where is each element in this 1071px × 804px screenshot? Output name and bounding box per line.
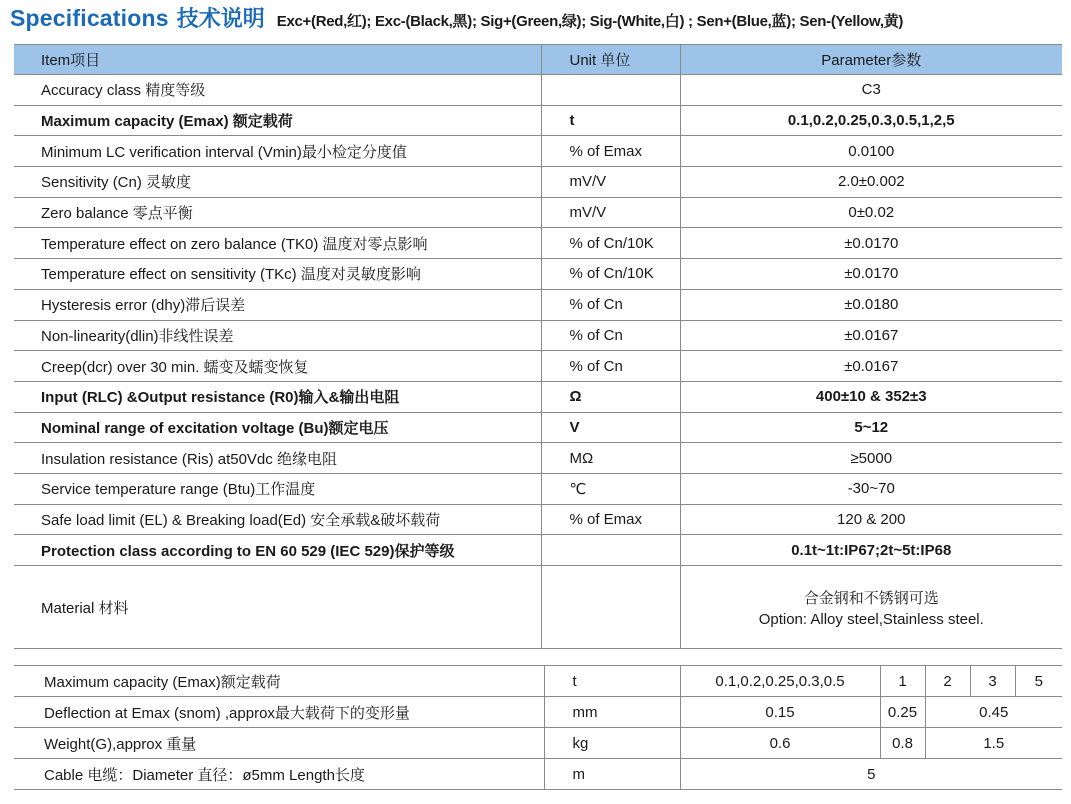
material-options	[680, 566, 1062, 649]
table-row	[14, 728, 1062, 759]
capacity-value: 2	[925, 666, 970, 697]
capacity-value: 3	[970, 666, 1015, 697]
spec-item-label: Input (RLC) &Output resistance (R0)输入&输出电阻	[14, 381, 541, 412]
spec-item-label: Minimum LC verification interval (Vmin)最小检定分度值	[14, 136, 541, 167]
table-row	[14, 381, 1062, 412]
weight-value: 0.6	[680, 728, 880, 759]
page-header	[10, 2, 1065, 38]
spec-parameter-value: 120 & 200	[680, 504, 1062, 535]
table-row	[14, 351, 1062, 382]
spec-item-label: Zero balance 零点平衡	[14, 197, 541, 228]
spec-parameter-value: 0.1,0.2,0.25,0.3,0.5,1,2,5	[680, 105, 1062, 136]
table-header-row	[14, 45, 1062, 75]
table-row	[14, 443, 1062, 474]
table-row	[14, 197, 1062, 228]
column-header-parameter: Parameter参数	[680, 45, 1062, 75]
table-row-material	[14, 566, 1062, 649]
spec-item-label: Insulation resistance (Ris) at50Vdc 绝缘电阻	[14, 443, 541, 474]
spec-unit: Ω	[541, 381, 680, 412]
spec-parameter-value: ±0.0180	[680, 289, 1062, 320]
spec-item-label: Nominal range of excitation voltage (Bu)额定电压	[14, 412, 541, 443]
table-row	[14, 75, 1062, 106]
spec-item-label: Accuracy class 精度等级	[14, 75, 541, 106]
row-label: Deflection at Emax (snom) ,approx最大载荷下的变形量	[14, 697, 544, 728]
table-row	[14, 105, 1062, 136]
spec-unit: MΩ	[541, 443, 680, 474]
table-row	[14, 473, 1062, 504]
table-row	[14, 289, 1062, 320]
spec-item-label: Temperature effect on sensitivity (TKc) 温度对灵敏度影响	[14, 259, 541, 290]
spec-unit: ℃	[541, 473, 680, 504]
weight-value: 0.8	[880, 728, 925, 759]
table-row	[14, 666, 1062, 697]
table-row	[14, 759, 1062, 790]
spec-item-label: Creep(dcr) over 30 min. 蠕变及蠕变恢复	[14, 351, 541, 382]
spec-item-label: Material 材料	[14, 566, 541, 649]
spec-item-label: Temperature effect on zero balance (TK0) 温度对零点影响	[14, 228, 541, 259]
row-unit: m	[544, 759, 680, 790]
spec-unit: mV/V	[541, 167, 680, 198]
spec-parameter-value: 0±0.02	[680, 197, 1062, 228]
wiring-legend: Exc+(Red,红); Exc-(Black,黑); Sig+(Green,绿); Sig-(White,白) ; Sen+(Blue,蓝); Sen-(Yellow,黄)	[276, 13, 904, 30]
spec-unit: % of Cn/10K	[541, 259, 680, 290]
capacity-dimensions-table	[14, 665, 1062, 790]
table-row	[14, 412, 1062, 443]
spec-unit: mV/V	[541, 197, 680, 228]
spec-unit: t	[541, 105, 680, 136]
spec-unit: % of Cn	[541, 320, 680, 351]
deflection-value: 0.25	[880, 697, 925, 728]
spec-item-label: Non-linearity(dlin)非线性误差	[14, 320, 541, 351]
table-row	[14, 228, 1062, 259]
spec-parameter-value: ±0.0170	[680, 228, 1062, 259]
spec-parameter-value: 5~12	[680, 412, 1062, 443]
spec-item-label: Hysteresis error (dhy)滞后误差	[14, 289, 541, 320]
row-label: Maximum capacity (Emax)额定载荷	[14, 666, 544, 697]
spec-parameter-value: 400±10 & 352±3	[680, 381, 1062, 412]
spec-unit: % of Emax	[541, 504, 680, 535]
spec-parameter-value: 0.0100	[680, 136, 1062, 167]
row-unit: kg	[544, 728, 680, 759]
spec-parameter-value: -30~70	[680, 473, 1062, 504]
material-option-en: Option: Alloy steel,Stainless steel.	[758, 611, 984, 628]
spec-item-label: Service temperature range (Btu)工作温度	[14, 473, 541, 504]
table-row	[14, 167, 1062, 198]
spec-unit: % of Cn	[541, 289, 680, 320]
spec-parameter-value: ±0.0167	[680, 351, 1062, 382]
spec-item-label: Maximum capacity (Emax) 额定载荷	[14, 105, 541, 136]
weight-value: 1.5	[925, 728, 1062, 759]
spec-unit: % of Cn/10K	[541, 228, 680, 259]
spec-unit: % of Emax	[541, 136, 680, 167]
table-row	[14, 259, 1062, 290]
table-row	[14, 320, 1062, 351]
table-row	[14, 697, 1062, 728]
capacity-value: 5	[1015, 666, 1062, 697]
material-option-cn: 合金钢和不锈钢可选	[803, 590, 939, 607]
spec-item-label: Sensitivity (Cn) 灵敏度	[14, 167, 541, 198]
spec-parameter-value: 0.1t~1t:IP67;2t~5t:IP68	[680, 535, 1062, 566]
spec-item-label: Safe load limit (EL) & Breaking load(Ed) 安全承载&破坏载荷	[14, 504, 541, 535]
spec-unit	[541, 75, 680, 106]
row-label: Weight(G),approx 重量	[14, 728, 544, 759]
title-english: Specifications	[10, 5, 169, 31]
table-row	[14, 136, 1062, 167]
spec-item-label: Protection class according to EN 60 529 (IEC 529)保护等级	[14, 535, 541, 566]
table-row	[14, 504, 1062, 535]
specifications-table	[14, 44, 1062, 649]
deflection-value: 0.15	[680, 697, 880, 728]
spec-unit: V	[541, 412, 680, 443]
spec-unit: % of Cn	[541, 351, 680, 382]
capacity-value: 0.1,0.2,0.25,0.3,0.5	[680, 666, 880, 697]
deflection-value: 0.45	[925, 697, 1062, 728]
row-label: Cable 电缆：Diameter 直径：ø5mm Length长度	[14, 759, 544, 790]
spec-parameter-value: ±0.0167	[680, 320, 1062, 351]
title-chinese: 技术说明	[176, 6, 265, 31]
table-row	[14, 535, 1062, 566]
column-header-unit: Unit 单位	[541, 45, 680, 75]
spec-parameter-value: ≥5000	[680, 443, 1062, 474]
spec-unit	[541, 566, 680, 649]
spec-parameter-value: 2.0±0.002	[680, 167, 1062, 198]
material-text	[759, 584, 984, 630]
row-unit: t	[544, 666, 680, 697]
spec-parameter-value: C3	[680, 75, 1062, 106]
column-header-item: Item项目	[14, 45, 541, 75]
spec-parameter-value: ±0.0170	[680, 259, 1062, 290]
row-unit: mm	[544, 697, 680, 728]
spec-unit	[541, 535, 680, 566]
capacity-value: 1	[880, 666, 925, 697]
cable-length-value: 5	[680, 759, 1062, 790]
